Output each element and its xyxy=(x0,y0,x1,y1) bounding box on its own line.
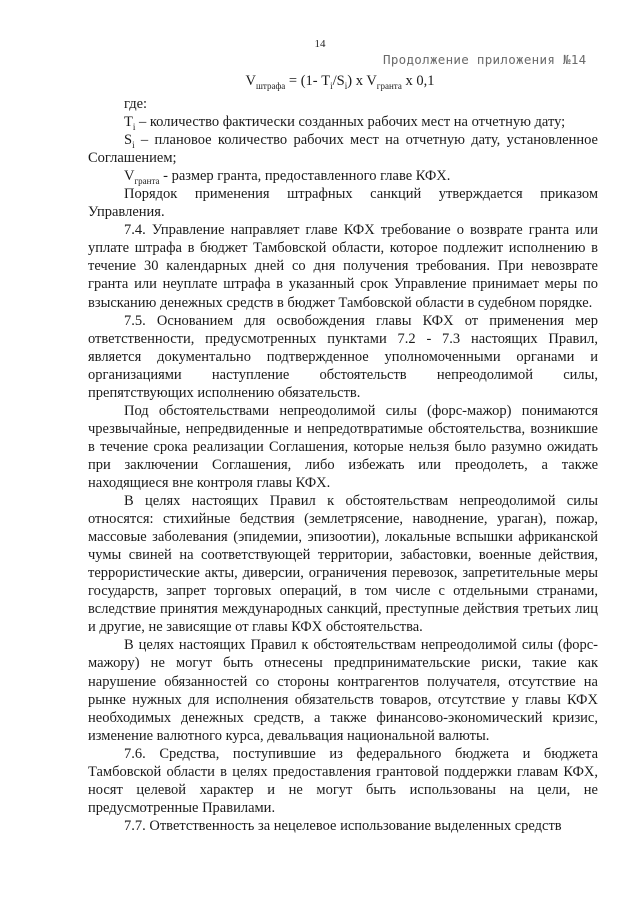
formula-sub-penalty: штрафа xyxy=(256,80,286,91)
formula-sub-si: i xyxy=(344,80,348,91)
paragraph-force-majeure-excludes: В целях настоящих Правил к обстоятельствам непреодолимой силы (форс-мажору) не могут быть отнесены предпринимательские риски, такие как нарушение обязанностей со стороны контрагентов получателя, отсутствие на рынке нужных для исполнения обязательств товаров, отсутствие у главы КФХ необходимых денежных средств, а также финансово-экономический кризис, изменение валютного курса, девальвация национальной валюты. xyxy=(88,637,598,744)
paragraph-force-majeure-includes: В целях настоящих Правил к обстоятельствам непреодолимой силы относятся: стихийные бедствия (землетрясение, наводнение, ураган), пожар, массовые заболевания (эпидемии, эпизоотии), локальные вспышки африканской чумы свиней на соответствующей территории, забастовки, военные действия, террористические акты, диверсии, ограничения перевозок, запретительные меры государств, запрет торговых операций, в том числе с отдельными странами, вследствие принятия международных санкций, преступные действия третьих лиц и другие, не зависящие от главы КФХ обстоятельства. xyxy=(88,493,598,636)
formula-slash: /S xyxy=(332,73,345,89)
paragraph-7-6: 7.6. Средства, поступившие из федерального бюджета и бюджета Тамбовской области в целях предоставления грантовой поддержки главам КФХ, носят целевой характер и не могут быть использованы на цели, не предусмотренные Правилами. xyxy=(88,745,598,816)
paragraph-penalty-order: Порядок применения штрафных санкций утверждается приказом Управления. xyxy=(88,186,598,221)
definition-si xyxy=(88,131,598,167)
def-ti-symbol: T xyxy=(124,114,133,131)
definition-ti xyxy=(88,113,598,131)
paragraph-force-majeure-definition: Под обстоятельствами непреодолимой силы (форс-мажор) понимаются чрезвычайные, непредвиденные и непредотвратимые обстоятельства, возникшие в течение срока реализации Соглашения, которые нельзя было разумно ожидать при заключении Соглашения, либо избежать или преодолеть, а также находящиеся вне контроля главы КФХ. xyxy=(88,402,598,491)
page-number: 14 xyxy=(314,38,326,50)
appendix-stamp: Продолжение приложения №14 xyxy=(383,52,587,67)
paragraph-7-5: 7.5. Основанием для освобождения главы КФХ от применения мер ответственности, предусмотренных пунктами 7.2 - 7.3 настоящих Правил, является документально подтвержденное уполномоченными органами и организациями наступление обстоятельств непреодолимой силы, препятствующих исполнению обязательств. xyxy=(88,312,598,401)
penalty-formula xyxy=(0,72,640,95)
definition-vgrant xyxy=(88,167,598,185)
def-si-symbol: S xyxy=(124,132,133,149)
document-body xyxy=(88,95,598,835)
def-ti-sub: i xyxy=(132,121,136,132)
paragraph-7-4: 7.4. Управление направляет главе КФХ требование о возврате гранта или уплате штрафа в бюджет Тамбовской области, которое подлежит исполнению в течение 30 календарных дней со дня получения требования. При невозврате гранта или неуплате штрафа в указанный срок Управление принимает меры по взысканию денежных средств в бюджет Тамбовской области в судебном порядке. xyxy=(88,222,598,311)
paragraph-7-7: 7.7. Ответственность за нецелевое использование выделенных средств xyxy=(124,817,562,834)
def-vgrant-symbol: V xyxy=(124,168,135,185)
formula-tail: x 0,1 xyxy=(401,73,435,89)
formula-times: ) x V xyxy=(347,73,377,89)
formula-v: V xyxy=(245,73,256,89)
formula-sub-ti: i xyxy=(330,80,333,91)
def-vgrant-text: - размер гранта, предоставленного главе КФХ. xyxy=(159,168,451,185)
def-si-sub: i xyxy=(132,139,135,150)
def-si-text: – плановое количество рабочих мест на отчетную дату, установленное Соглашением; xyxy=(88,132,598,167)
formula-middle: = (1- T xyxy=(285,73,331,89)
def-vgrant-sub: гранта xyxy=(134,176,160,187)
formula-sub-grant: гранта xyxy=(376,80,402,91)
def-ti-text: – количество фактически созданных рабочих мест на отчетную дату; xyxy=(135,114,566,131)
where-label: где: xyxy=(124,96,148,112)
